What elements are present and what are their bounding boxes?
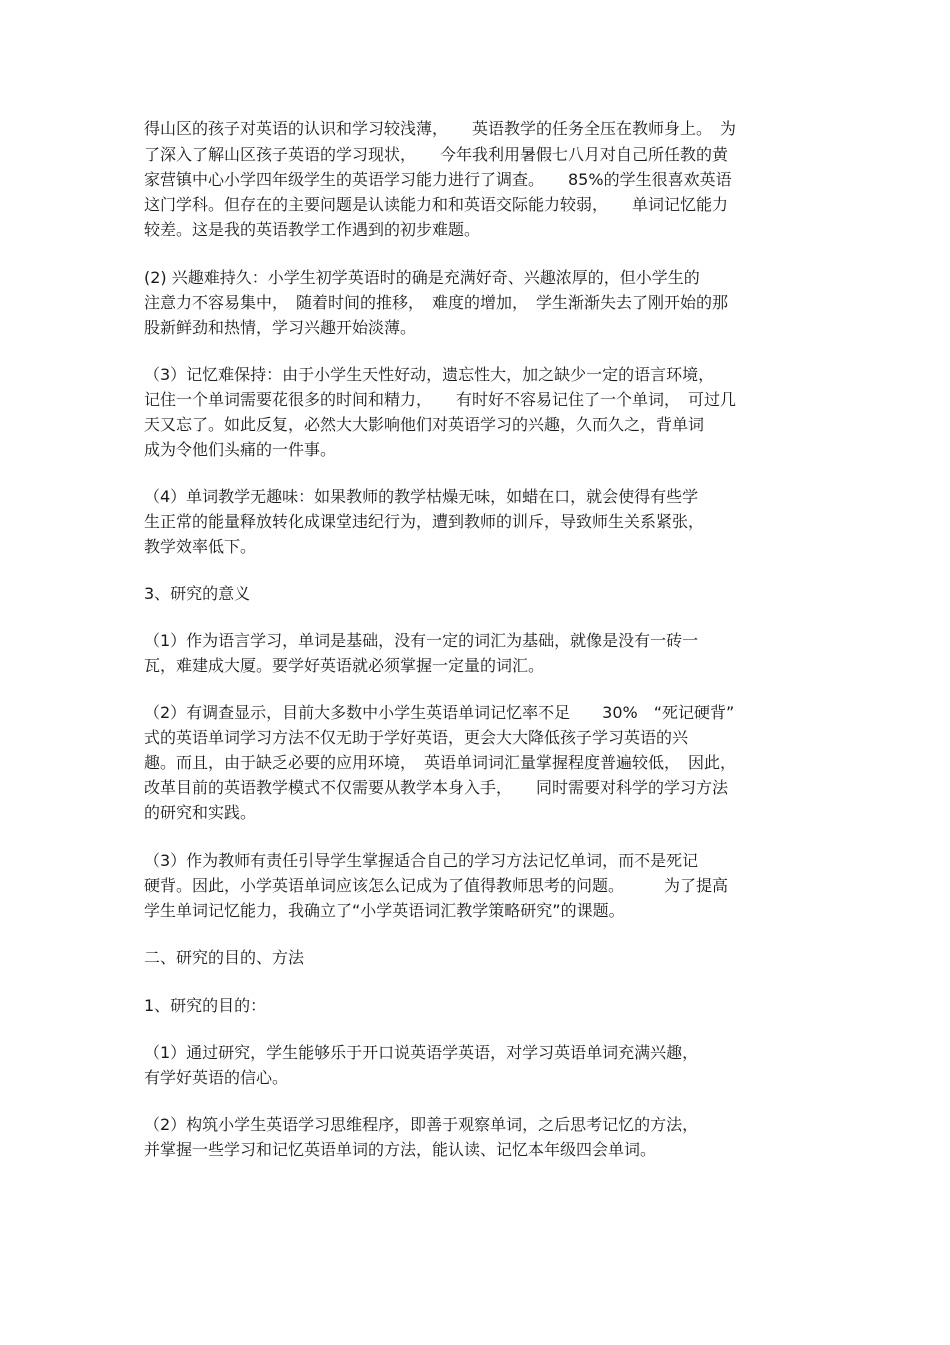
paragraph-12-line-1: （2）构筑小学生英语学习思维程序，即善于观察单词，之后思考记忆的方法， [144,1115,699,1134]
paragraph-4-line-1: （4）单词教学无趣味：如果教师的教学枯燥无味，如蜡在口，就会使得有些学 [144,487,699,506]
section-heading-significance: 3、研究的意义 [144,584,251,603]
paragraph-12-line-2: 并掌握一些学习和记忆英语单词的方法，能认读、记忆本年级四会单词。 [144,1140,657,1159]
paragraph-2-line-1: (2) 兴趣难持久：小学生初学英语时的确是充满好奇、兴趣浓厚的，但小学生的 [144,268,700,287]
paragraph-1-line-1: 得山区的孩子对英语的认识和学习较浅薄， 英语教学的任务全压在教师身上。 为 [144,119,737,138]
paragraph-6-line-2: 瓦，难建成大厦。要学好英语就必须掌握一定量的词汇。 [144,656,545,675]
paragraph-8-line-2: 硬背。因此，小学英语单词应该怎么记成为了值得教师思考的问题。 为了提高 [144,876,729,895]
paragraph-7-line-5: 的研究和实践。 [144,803,257,822]
paragraph-2-line-2: 注意力不容易集中， 随着时间的推移， 难度的增加， 学生渐渐失去了刚开始的那 [144,293,729,312]
paragraph-3-line-4: 成为令他们头痛的一件事。 [144,440,337,459]
paragraph-3-line-3: 天又忘了。如此反复，必然大大影响他们对英语学习的兴趣，久而久之，背单词 [144,415,705,434]
subsection-heading-purpose: 1、研究的目的： [144,996,267,1015]
paragraph-7-line-1: （2）有调查显示，目前大多数中小学生英语单词记忆率不足 30% “死记硬背” [144,703,735,722]
paragraph-1-line-5: 较差。这是我的英语教学工作遇到的初步难题。 [144,220,481,239]
paragraph-3-line-2: 记住一个单词需要花很多的时间和精力， 有时好不容易记住了一个单词， 可过几 [144,390,737,409]
paragraph-11-line-2: 有学好英语的信心。 [144,1068,289,1087]
paragraph-2-line-3: 股新鲜劲和热情，学习兴趣开始淡薄。 [144,318,417,337]
paragraph-7-line-3: 趣。而且，由于缺乏必要的应用环境， 英语单词词汇量掌握程度普遍较低， 因此， [144,753,737,772]
paragraph-11-line-1: （1）通过研究，学生能够乐于开口说英语学英语，对学习英语单词充满兴趣， [144,1043,699,1062]
paragraph-6-line-1: （1）作为语言学习，单词是基础，没有一定的词汇为基础，就像是没有一砖一 [144,631,699,650]
paragraph-7-line-4: 改革目前的英语教学模式不仅需要从教学本身入手， 同时需要对科学的学习方法 [144,778,729,797]
paragraph-4-line-2: 生正常的能量释放转化成课堂违纪行为，遭到教师的训斥，导致师生关系紧张， [144,512,705,531]
paragraph-1-line-2: 了深入了解山区孩子英语的学习现状， 今年我利用暑假七八月对自己所任教的黄 [144,145,729,164]
paragraph-8-line-3: 学生单词记忆能力，我确立了“小学英语词汇教学策略研究”的课题。 [144,901,625,920]
paragraph-1-line-4: 这门学科。但存在的主要问题是认读能力和和英语交际能力较弱， 单词记忆能力 [144,195,729,214]
paragraph-7-line-2: 式的英语单词学习方法不仅无助于学好英语，更会大大降低孩子学习英语的兴 [144,728,689,747]
paragraph-1-line-3: 家营镇中心小学四年级学生的英语学习能力进行了调查。 85%的学生很喜欢英语 [144,170,732,189]
section-heading-purpose-methods: 二、研究的目的、方法 [144,948,305,967]
paragraph-8-line-1: （3）作为教师有责任引导学生掌握适合自己的学习方法记忆单词，而不是死记 [144,851,699,870]
paragraph-3-line-1: （3）记忆难保持：由于小学生天性好动，遗忘性大，加之缺少一定的语言环境， [144,365,715,384]
paragraph-4-line-3: 教学效率低下。 [144,537,257,556]
